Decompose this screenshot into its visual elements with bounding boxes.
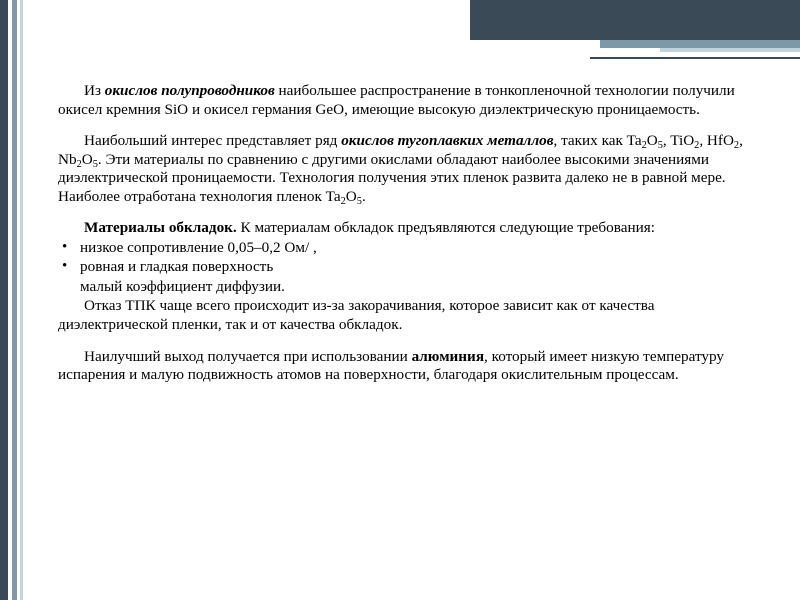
- list-item: [58, 278, 758, 297]
- emphasis-refractory-metal-oxides: окислов тугоплавких металлов: [341, 132, 554, 150]
- text-fragment: и окисел германия GeO, имеющие высокую диэлектрическую проницаемость.: [188, 100, 700, 118]
- list-item-label: ровная и гладкая поверхность: [80, 258, 274, 276]
- text-fragment: , таких как Ta: [553, 132, 642, 150]
- list-item-label: малый коэффициент диффузии.: [80, 277, 285, 295]
- paragraph-refractory-metal-oxides: [58, 132, 758, 206]
- left-bar-dark: [0, 0, 8, 600]
- text-fragment: .: [361, 187, 366, 205]
- subscript: 2: [76, 158, 82, 170]
- top-right-dark-block: [470, 0, 800, 40]
- subscript: 2: [340, 196, 346, 208]
- bullet-icon: •: [62, 238, 68, 255]
- top-accent-rule: [590, 57, 800, 59]
- left-bar-light: [20, 0, 23, 600]
- top-right-light-block: [660, 48, 800, 52]
- text-fragment: , HfO: [699, 132, 734, 150]
- text-fragment: O: [646, 132, 658, 150]
- emphasis-aluminium: алюминия: [411, 347, 485, 365]
- text-fragment: Наилучший выход получается при использовании: [84, 347, 412, 365]
- requirements-list: [58, 239, 758, 297]
- text-fragment: O: [345, 187, 357, 205]
- text-fragment: . Эти материалы по сравнению с другими окислами обладают наиболее высокими значениями диэлектрической проницаемости. Технология получения этих пленок развита далеко не в равной мере. Наиболее отработана технология пленок Ta: [58, 150, 726, 205]
- text-fragment: наибольшее распространение в тонкопленочной технологии получили окисел кремния SiO: [58, 82, 735, 118]
- slide-body: [58, 82, 758, 388]
- text-fragment: Из: [84, 82, 105, 99]
- list-item: [58, 239, 758, 258]
- text-fragment: , Nb: [58, 132, 743, 168]
- heading-plate-materials: Материалы обкладок.: [84, 219, 237, 237]
- paragraph-aluminium: [58, 348, 758, 385]
- subscript: 5: [356, 196, 362, 208]
- subscript: 2: [641, 140, 647, 152]
- subscript: 5: [92, 158, 98, 170]
- text-fragment: O: [81, 150, 93, 168]
- text-fragment: Отказ ТПК чаще всего происходит из-за закорачивания, которое зависит как от качества диэлектрической пленки, так и от качества обкладок.: [58, 297, 655, 334]
- subscript: 5: [657, 140, 663, 152]
- top-right-mid-block: [600, 40, 800, 48]
- text-fragment: , который имеет низкую температуру испарения и малую подвижность атомов на поверхности, благодаря окислительным процессам.: [58, 347, 725, 384]
- paragraph-failure-cause: [58, 297, 758, 334]
- text-fragment: , TiO: [662, 132, 695, 150]
- bullet-icon: •: [62, 258, 68, 275]
- paragraph-plate-materials-heading: [58, 219, 758, 238]
- paragraph-semiconductor-oxides: [58, 82, 758, 119]
- text-fragment: К материалам обкладок предъявляются следующие требования:: [236, 219, 655, 237]
- left-decorative-bars: [0, 0, 26, 600]
- subscript: 2: [694, 140, 700, 152]
- text-fragment: Наибольший интерес представляет ряд: [84, 132, 342, 150]
- list-item-label: низкое сопротивление 0,05–0,2 Ом/ ,: [80, 238, 317, 256]
- list-item: [58, 258, 758, 277]
- subscript: 2: [733, 140, 740, 152]
- emphasis-semiconductor-oxides: окислов полупроводников: [104, 82, 275, 99]
